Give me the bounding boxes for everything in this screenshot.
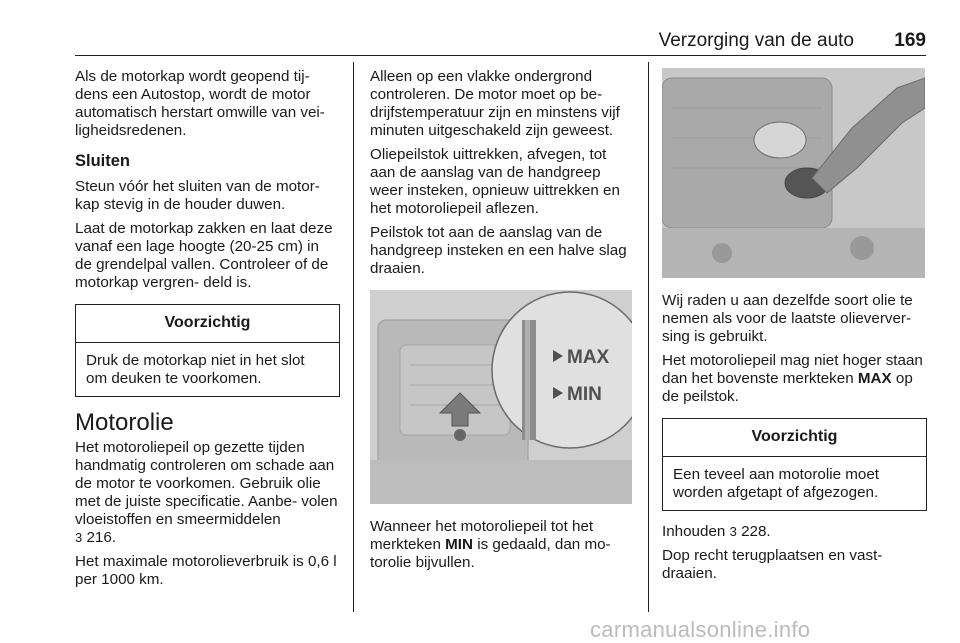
header-rule: [75, 55, 926, 56]
check-paragraph-3: Peilstok tot aan de aanslag van de handgreep insteken en een halve slag draaien.: [370, 224, 627, 277]
motorolie-paragraph-2: Het maximale motorolieverbruik is 0,6 l per 1000 km.: [75, 553, 337, 588]
warning-box: [75, 304, 340, 397]
oil-filler-figure: [662, 68, 925, 278]
oil-paragraph-4: Dop recht terugplaatsen en vast- draaien.: [662, 547, 883, 582]
watermark: carmanualsonline.info: [590, 617, 811, 642]
column-divider-1: [353, 62, 354, 612]
oil-filler-illustration: [662, 68, 925, 278]
page-reference[interactable]: 216.: [86, 529, 117, 546]
min-mark: MIN: [445, 536, 473, 553]
column-right: [662, 68, 927, 589]
heading-motorolie: Motorolie: [75, 409, 174, 436]
check-paragraph-4: Wanneer het motoroliepeil tot het merkteken MIN is gedaald, dan mo- torolie bijvullen.: [370, 518, 611, 571]
warning-text: Druk de motorkap niet in het slot om deuken te voorkomen.: [86, 352, 305, 387]
page-reference-2[interactable]: 228.: [741, 523, 771, 540]
check-paragraph-2: Oliepeilstok uittrekken, afvegen, tot aan de aanslag van de handgreep weer insteken, opnieuw uittrekken en het motoroliepeil aflezen.: [370, 146, 620, 217]
dipstick-figure: [370, 290, 632, 504]
motorolie-paragraph-1: Het motoroliepeil op gezette tijden handmatig controleren om schade aan de motor te voorkomen. Gebruik olie met de juiste specificatie. Aanbe- volen vloeistoffen en smeermiddelen 3 216.: [75, 439, 338, 546]
page-reference-icon: 3: [729, 524, 737, 539]
dipstick-illustration: [370, 290, 632, 504]
warning-title-2: Voorzichtig: [663, 419, 926, 457]
warning-title: Voorzichtig: [76, 305, 339, 343]
oil-paragraph-3: Inhouden 3 228.: [662, 523, 771, 540]
heading-sluiten: Sluiten: [75, 152, 131, 170]
section-title: Verzorging van de auto: [658, 30, 854, 51]
dipstick-max-label: MAX: [567, 347, 610, 368]
oil-paragraph-2: Het motoroliepeil mag niet hoger staan dan het bovenste merkteken MAX op de peilstok.: [662, 352, 923, 405]
page-number: 169: [894, 30, 926, 51]
warning-box-2: [662, 418, 927, 511]
page-reference-icon: 3: [75, 530, 83, 545]
dipstick-min-label: MIN: [567, 384, 602, 405]
check-paragraph-1: Alleen op een vlakke ondergrond controleren. De motor moet op be- drijfstemperatuur zijn en minstens vijf minuten uitgeschakeld zijn geweest.: [370, 68, 620, 139]
max-mark: MAX: [857, 370, 892, 387]
sluiten-paragraph-1: Steun vóór het sluiten van de motor- kap stevig in de houder duwen.: [75, 178, 320, 213]
intro-paragraph: Als de motorkap wordt geopend tij- dens een Autostop, wordt de motor automatisch herstart omwille van vei- ligheidsredenen.: [75, 68, 325, 139]
column-divider-2: [648, 62, 649, 612]
column-middle: [370, 68, 635, 578]
column-left: [75, 68, 340, 595]
sluiten-paragraph-2: Laat de motorkap zakken en laat deze vanaf een lage hoogte (20-25 cm) in de grendelpal vallen. Controleer of de motorkap vergren- deld is.: [75, 220, 333, 291]
warning-text-2: Een teveel aan motorolie moet worden afgetapt of afgezogen.: [673, 466, 879, 501]
oil-paragraph-1: Wij raden u aan dezelfde soort olie te nemen als voor de laatste olieverver- sing is gebruikt.: [662, 292, 913, 345]
